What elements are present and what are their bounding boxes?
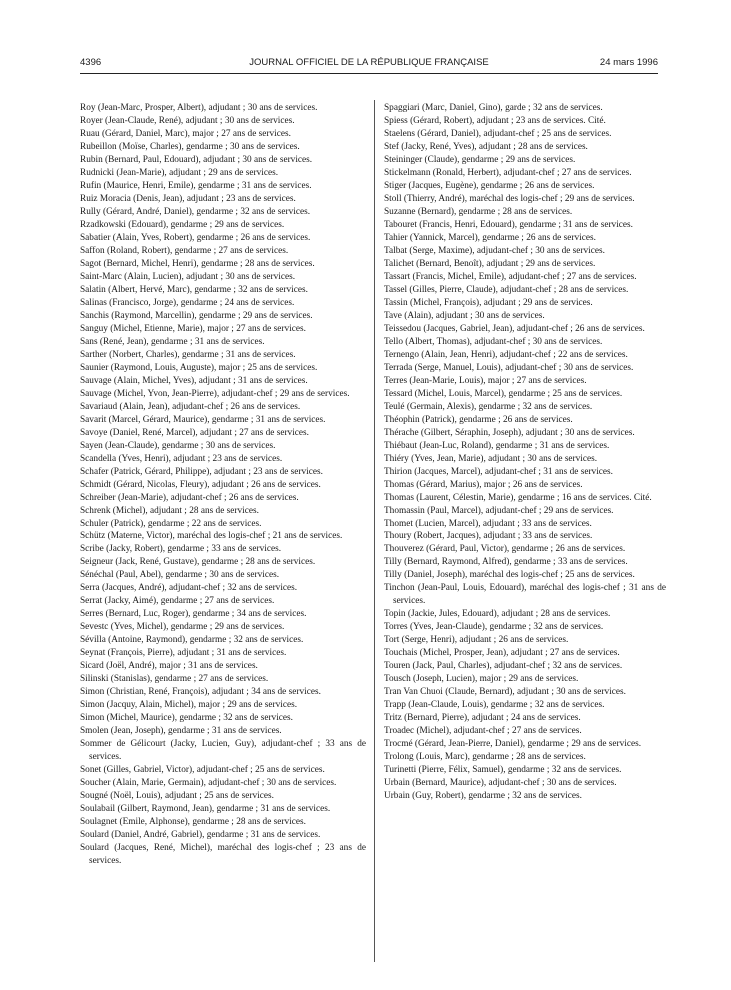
list-item: Seynat (François, Pierre), adjudant ; 31 ans de services.	[80, 648, 287, 659]
list-item: Tort (Serge, Henri), adjudant ; 26 ans de services.	[384, 635, 569, 646]
list-item: Soulard (Jacques, René, Michel), maréchal des logis-chef ; 23 ans de services.	[80, 843, 366, 867]
list-item: Thirion (Jacques, Marcel), adjudant-chef ; 31 ans de services.	[384, 466, 613, 477]
list-item: Rufin (Maurice, Henri, Emile), gendarme ; 31 ans de services.	[80, 180, 312, 191]
list-item: Royer (Jean-Claude, René), adjudant ; 30 ans de services.	[80, 115, 295, 126]
list-item: Steininger (Claude), gendarme ; 29 ans de services.	[384, 154, 576, 165]
list-item: Ruau (Gérard, Daniel, Marc), major ; 27 ans de services.	[80, 128, 291, 139]
left-column	[80, 102, 366, 868]
list-item: Sanchis (Raymond, Marcellin), gendarme ; 29 ans de services.	[80, 310, 313, 321]
list-item: Thiéry (Yves, Jean, Marie), adjudant ; 30 ans de services.	[384, 453, 598, 464]
list-item: Sonet (Gilles, Gabriel, Victor), adjudant-chef ; 25 ans de services.	[80, 765, 325, 776]
list-item: Troadec (Michel), adjudant-chef ; 27 ans de services.	[384, 726, 582, 737]
list-item: Tinchon (Jean-Paul, Louis, Edouard), maréchal des logis-chef ; 31 ans de services.	[384, 583, 666, 607]
list-item: Tave (Alain), adjudant ; 30 ans de services.	[384, 310, 545, 321]
list-item: Trolong (Louis, Marc), gendarme ; 28 ans de services.	[384, 752, 586, 763]
list-item: Savarit (Marcel, Gérard, Maurice), gendarme ; 31 ans de services.	[80, 414, 326, 425]
list-item: Spiess (Gérard, Robert), adjudant ; 23 ans de services. Cité.	[384, 115, 606, 126]
list-item: Sagot (Bernard, Michel, Henri), gendarme ; 28 ans de services.	[80, 258, 315, 269]
list-item: Sauvage (Alain, Michel, Yves), adjudant ; 31 ans de services.	[80, 375, 308, 386]
list-item: Teissedou (Jacques, Gabriel, Jean), adjudant-chef ; 26 ans de services.	[384, 323, 645, 334]
list-item: Terrada (Serge, Manuel, Louis), adjudant-chef ; 30 ans de services.	[384, 362, 634, 373]
list-item: Trocmé (Gérard, Jean-Pierre, Daniel), gendarme ; 29 ans de services.	[384, 739, 642, 750]
list-item: Suzanne (Bernard), gendarme ; 28 ans de services.	[384, 206, 573, 217]
list-item: Salinas (Francisco, Jorge), gendarme ; 24 ans de services.	[80, 297, 295, 308]
list-item: Touchais (Michel, Prosper, Jean), adjudant ; 27 ans de services.	[384, 648, 620, 659]
list-item: Soulard (Daniel, André, Gabriel), gendarme ; 31 ans de services.	[80, 830, 321, 841]
list-item: Tassart (Francis, Michel, Emile), adjudant-chef ; 27 ans de services.	[384, 271, 637, 282]
list-item: Tousch (Joseph, Lucien), major ; 29 ans de services.	[384, 674, 579, 685]
list-item: Soucher (Alain, Marie, Germain), adjudant-chef ; 30 ans de services.	[80, 778, 337, 789]
list-item: Simon (Christian, René, François), adjudant ; 34 ans de services.	[80, 687, 321, 698]
list-item: Rubin (Bernard, Paul, Edouard), adjudant ; 30 ans de services.	[80, 154, 313, 165]
list-item: Thoury (Robert, Jacques), adjudant ; 33 ans de services.	[384, 531, 593, 542]
list-item: Thérache (Gilbert, Séraphin, Joseph), adjudant ; 30 ans de services.	[384, 427, 635, 438]
list-item: Sicard (Joël, André), major ; 31 ans de services.	[80, 661, 258, 672]
list-item: Schreiber (Jean-Marie), adjudant-chef ; 26 ans de services.	[80, 492, 299, 503]
list-item: Thiébaut (Jean-Luc, Roland), gendarme ; 31 ans de services.	[384, 440, 610, 451]
list-item: Simon (Jacquy, Alain, Michel), major ; 29 ans de services.	[80, 700, 298, 711]
list-item: Sabatier (Alain, Yves, Robert), gendarme ; 26 ans de services.	[80, 232, 311, 243]
list-item: Serra (Jacques, André), adjudant-chef ; 32 ans de services.	[80, 583, 298, 594]
list-item: Rully (Gérard, André, Daniel), gendarme ; 32 ans de services.	[80, 206, 311, 217]
list-item: Rudnicki (Jean-Marie), adjudant ; 29 ans de services.	[80, 167, 279, 178]
list-item: Stef (Jacky, René, Yves), adjudant ; 28 ans de services.	[384, 141, 588, 152]
list-item: Staelens (Gérard, Daniel), adjudant-chef ; 25 ans de services.	[384, 128, 612, 139]
list-item: Tessard (Michel, Louis, Marcel), gendarme ; 25 ans de services.	[384, 388, 623, 399]
list-item: Topin (Jackie, Jules, Edouard), adjudant ; 28 ans de services.	[384, 609, 611, 620]
list-item: Stickelmann (Ronald, Herbert), adjudant-chef ; 27 ans de services.	[384, 167, 632, 178]
list-item: Tello (Albert, Thomas), adjudant-chef ; 30 ans de services.	[384, 336, 603, 347]
list-item: Schütz (Materne, Victor), maréchal des logis-chef ; 21 ans de services.	[80, 531, 343, 542]
list-item: Tahier (Yannick, Marcel), gendarme ; 26 ans de services.	[384, 232, 596, 243]
page-header	[80, 57, 658, 71]
list-item: Stiger (Jacques, Eugène), gendarme ; 26 ans de services.	[384, 180, 595, 191]
list-item: Touren (Jack, Paul, Charles), adjudant-chef ; 32 ans de services.	[384, 661, 623, 672]
list-item: Ternengo (Alain, Jean, Henri), adjudant-chef ; 22 ans de services.	[384, 349, 628, 360]
list-item: Urbain (Bernard, Maurice), adjudant-chef ; 30 ans de services.	[384, 778, 617, 789]
list-item: Stoll (Thierry, André), maréchal des logis-chef ; 29 ans de services.	[384, 193, 635, 204]
list-item: Talbat (Serge, Maxime), adjudant-chef ; 30 ans de services.	[384, 245, 605, 256]
list-item: Thomassin (Paul, Marcel), adjudant-chef ; 29 ans de services.	[384, 505, 614, 516]
list-item: Teulé (Germain, Alexis), gendarme ; 32 ans de services.	[384, 401, 593, 412]
list-item: Tassel (Gilles, Pierre, Claude), adjudant-chef ; 28 ans de services.	[384, 284, 629, 295]
list-item: Tran Van Chuoi (Claude, Bernard), adjudant ; 30 ans de services.	[384, 687, 626, 698]
list-item: Sarther (Norbert, Charles), gendarme ; 31 ans de services.	[80, 349, 296, 360]
list-item: Rzadkowski (Edouard), gendarme ; 29 ans de services.	[80, 219, 285, 230]
right-column	[384, 102, 666, 803]
list-item: Smolen (Jean, Joseph), gendarme ; 31 ans de services.	[80, 726, 282, 737]
list-item: Silinski (Stanislas), gendarme ; 27 ans de services.	[80, 674, 269, 685]
list-item: Sanguy (Michel, Etienne, Marie), major ; 27 ans de services.	[80, 323, 306, 334]
list-item: Serrat (Jacky, Aimé), gendarme ; 27 ans de services.	[80, 596, 275, 607]
list-item: Saffon (Roland, Robert), gendarme ; 27 ans de services.	[80, 245, 289, 256]
list-item: Rubeillon (Moïse, Charles), gendarme ; 30 ans de services.	[80, 141, 300, 152]
list-item: Roy (Jean-Marc, Prosper, Albert), adjudant ; 30 ans de services.	[80, 103, 318, 113]
list-item: Scribe (Jacky, Robert), gendarme ; 33 ans de services.	[80, 544, 282, 555]
list-item: Spaggiari (Marc, Daniel, Gino), garde ; 32 ans de services.	[384, 103, 603, 113]
list-item: Tilly (Bernard, Raymond, Alfred), gendarme ; 33 ans de services.	[384, 557, 628, 568]
list-item: Thouverez (Gérard, Paul, Victor), gendarme ; 26 ans de services.	[384, 544, 626, 555]
list-item: Simon (Michel, Maurice), gendarme ; 32 ans de services.	[80, 713, 293, 724]
list-item: Savariaud (Alain, Jean), adjudant-chef ; 26 ans de services.	[80, 401, 301, 412]
list-item: Soulagnet (Emile, Alphonse), gendarme ; 28 ans de services.	[80, 817, 306, 828]
list-item: Soulabail (Gilbert, Raymond, Jean), gendarme ; 31 ans de services.	[80, 804, 331, 815]
list-item: Sougné (Noël, Louis), adjudant ; 25 ans de services.	[80, 791, 274, 802]
list-item: Seigneur (Jack, René, Gustave), gendarme ; 28 ans de services.	[80, 557, 316, 568]
list-item: Sayen (Jean-Claude), gendarme ; 30 ans de services.	[80, 440, 276, 451]
list-item: Schmidt (Gérard, Nicolas, Fleury), adjudant ; 26 ans de services.	[80, 479, 321, 490]
list-item: Terres (Jean-Marie, Louis), major ; 27 ans de services.	[384, 375, 587, 386]
list-item: Saunier (Raymond, Louis, Auguste), major ; 25 ans de services.	[80, 362, 318, 373]
list-item: Serres (Bernard, Luc, Roger), gendarme ; 34 ans de services.	[80, 609, 307, 620]
list-item: Sénéchal (Paul, Abel), gendarme ; 30 ans de services.	[80, 570, 280, 581]
list-item: Sévilla (Antoine, Raymond), gendarme ; 32 ans de services.	[80, 635, 304, 646]
list-item: Tritz (Bernard, Pierre), adjudant ; 24 ans de services.	[384, 713, 581, 724]
list-item: Torres (Yves, Jean-Claude), gendarme ; 32 ans de services.	[384, 622, 604, 633]
list-item: Théophin (Patrick), gendarme ; 26 ans de services.	[384, 414, 573, 425]
list-item: Schafer (Patrick, Gérard, Philippe), adjudant ; 23 ans de services.	[80, 466, 323, 477]
list-item: Tassin (Michel, François), adjudant ; 29 ans de services.	[384, 297, 593, 308]
list-item: Ruiz Moracia (Denis, Jean), adjudant ; 23 ans de services.	[80, 193, 296, 204]
page-number: 4396	[80, 57, 102, 68]
list-item: Trapp (Jean-Claude, Louis), gendarme ; 32 ans de services.	[384, 700, 605, 711]
list-item: Urbain (Guy, Robert), gendarme ; 32 ans de services.	[384, 791, 582, 802]
list-item: Thomet (Lucien, Marcel), adjudant ; 33 ans de services.	[384, 518, 592, 529]
list-item: Saint-Marc (Alain, Lucien), adjudant ; 30 ans de services.	[80, 271, 296, 282]
list-item: Salatin (Albert, Hervé, Marc), gendarme ; 32 ans de services.	[80, 284, 308, 295]
list-item: Tabouret (Francis, Henri, Edouard), gendarme ; 31 ans de services.	[384, 219, 633, 230]
list-item: Savoye (Daniel, René, Marcel), adjudant ; 27 ans de services.	[80, 427, 309, 438]
header-rule	[80, 73, 658, 74]
journal-title: JOURNAL OFFICIEL DE LA RÉPUBLIQUE FRANÇAISE	[249, 57, 489, 68]
list-item: Talichet (Bernard, Benoît), adjudant ; 29 ans de services.	[384, 258, 596, 269]
list-item: Scandella (Yves, Henri), adjudant ; 23 ans de services.	[80, 453, 283, 464]
list-item: Sommer de Gélicourt (Jacky, Lucien, Guy), adjudant-chef ; 33 ans de services.	[80, 739, 366, 763]
list-item: Schrenk (Michel), adjudant ; 28 ans de services.	[80, 505, 259, 516]
column-divider	[374, 100, 375, 962]
publication-date: 24 mars 1996	[599, 57, 658, 68]
list-item: Thomas (Gérard, Marius), major ; 26 ans de services.	[384, 479, 583, 490]
list-item: Schuler (Patrick), gendarme ; 22 ans de services.	[80, 518, 262, 529]
list-item: Turinetti (Pierre, Félix, Samuel), gendarme ; 32 ans de services.	[384, 765, 622, 776]
list-item: Sauvage (Michel, Yvon, Jean-Pierre), adjudant-chef ; 29 ans de services.	[80, 388, 350, 399]
list-item: Thomas (Laurent, Célestin, Marie), gendarme ; 16 ans de services. Cité.	[384, 492, 652, 503]
list-item: Tilly (Daniel, Joseph), maréchal des logis-chef ; 25 ans de services.	[384, 570, 635, 581]
list-item: Sevestc (Yves, Michel), gendarme ; 29 ans de services.	[80, 622, 285, 633]
list-item: Sans (René, Jean), gendarme ; 31 ans de services.	[80, 336, 265, 347]
